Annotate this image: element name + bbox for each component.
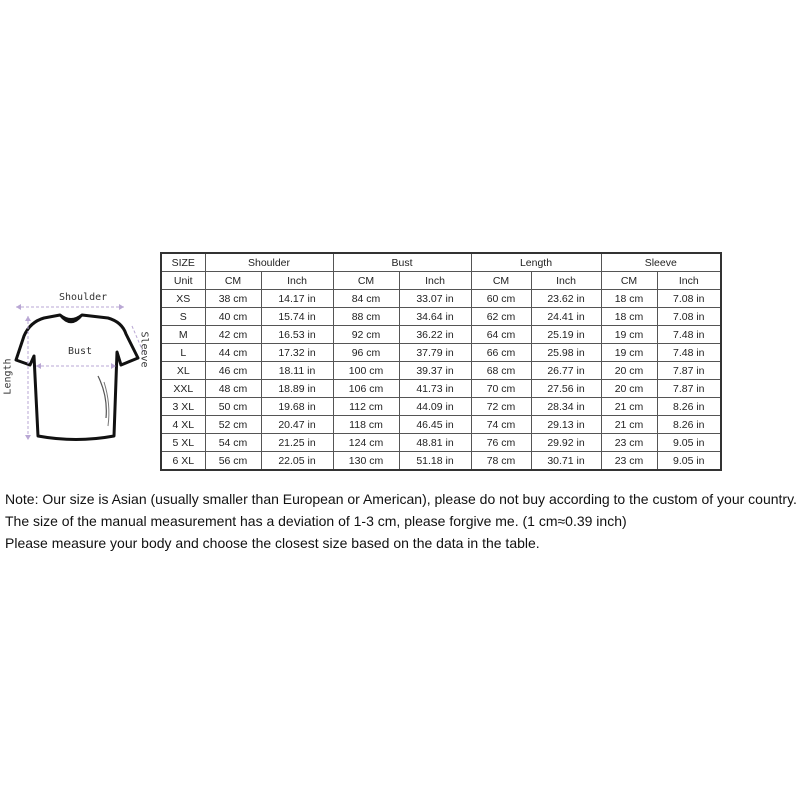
measurement-cell: 70 cm bbox=[471, 380, 531, 398]
tshirt-measurement-diagram bbox=[4, 286, 154, 454]
size-notes bbox=[5, 488, 797, 554]
measurement-cell: 23 cm bbox=[601, 452, 657, 471]
measurement-cell: 7.87 in bbox=[657, 362, 721, 380]
table-row bbox=[161, 326, 721, 344]
measurement-cell: 44.09 in bbox=[399, 398, 471, 416]
measurement-cell: 100 cm bbox=[333, 362, 399, 380]
measurement-cell: 23.62 in bbox=[531, 290, 601, 308]
table-row bbox=[161, 290, 721, 308]
note-line: Please measure your body and choose the closest size based on the data in the table. bbox=[5, 535, 540, 551]
unit-cell: CM bbox=[205, 272, 261, 290]
measurement-cell: 48.81 in bbox=[399, 434, 471, 452]
measurement-cell: 30.71 in bbox=[531, 452, 601, 471]
measurement-cell: 7.48 in bbox=[657, 326, 721, 344]
measurement-cell: 25.19 in bbox=[531, 326, 601, 344]
measurement-cell: 26.77 in bbox=[531, 362, 601, 380]
note-line: The size of the manual measurement has a deviation of 1-3 cm, please forgive me. (1 cm≈0.39 inch) bbox=[5, 513, 627, 529]
measurement-cell: 48 cm bbox=[205, 380, 261, 398]
unit-cell: CM bbox=[333, 272, 399, 290]
measurement-cell: 46.45 in bbox=[399, 416, 471, 434]
measurement-cell: 51.18 in bbox=[399, 452, 471, 471]
measurement-cell: 39.37 in bbox=[399, 362, 471, 380]
table-row bbox=[161, 434, 721, 452]
measurement-cell: 124 cm bbox=[333, 434, 399, 452]
tshirt-icon bbox=[4, 286, 154, 454]
table-header-row bbox=[161, 253, 721, 272]
measurement-cell: 54 cm bbox=[205, 434, 261, 452]
unit-cell: CM bbox=[601, 272, 657, 290]
measurement-cell: 44 cm bbox=[205, 344, 261, 362]
table-row bbox=[161, 362, 721, 380]
size-cell: 6 XL bbox=[161, 452, 205, 471]
group-header-shoulder: Shoulder bbox=[205, 253, 333, 272]
measurement-cell: 84 cm bbox=[333, 290, 399, 308]
measurement-cell: 40 cm bbox=[205, 308, 261, 326]
measurement-cell: 33.07 in bbox=[399, 290, 471, 308]
table-unit-row bbox=[161, 272, 721, 290]
table-row bbox=[161, 416, 721, 434]
table-row bbox=[161, 398, 721, 416]
unit-header-cell: Unit bbox=[161, 272, 205, 290]
unit-cell: CM bbox=[471, 272, 531, 290]
size-cell: M bbox=[161, 326, 205, 344]
size-cell: 3 XL bbox=[161, 398, 205, 416]
measurement-cell: 25.98 in bbox=[531, 344, 601, 362]
measurement-cell: 36.22 in bbox=[399, 326, 471, 344]
size-cell: XL bbox=[161, 362, 205, 380]
measurement-cell: 14.17 in bbox=[261, 290, 333, 308]
length-label: Length bbox=[2, 358, 14, 395]
measurement-cell: 38 cm bbox=[205, 290, 261, 308]
measurement-cell: 19 cm bbox=[601, 344, 657, 362]
measurement-cell: 112 cm bbox=[333, 398, 399, 416]
unit-cell: Inch bbox=[531, 272, 601, 290]
group-header-length: Length bbox=[471, 253, 601, 272]
measurement-cell: 21.25 in bbox=[261, 434, 333, 452]
size-cell: L bbox=[161, 344, 205, 362]
group-header-bust: Bust bbox=[333, 253, 471, 272]
measurement-cell: 18 cm bbox=[601, 308, 657, 326]
measurement-cell: 28.34 in bbox=[531, 398, 601, 416]
measurement-cell: 66 cm bbox=[471, 344, 531, 362]
measurement-cell: 56 cm bbox=[205, 452, 261, 471]
measurement-cell: 7.48 in bbox=[657, 344, 721, 362]
measurement-cell: 21 cm bbox=[601, 398, 657, 416]
measurement-cell: 76 cm bbox=[471, 434, 531, 452]
measurement-cell: 22.05 in bbox=[261, 452, 333, 471]
measurement-cell: 29.92 in bbox=[531, 434, 601, 452]
measurement-cell: 7.08 in bbox=[657, 308, 721, 326]
measurement-cell: 96 cm bbox=[333, 344, 399, 362]
table-row bbox=[161, 308, 721, 326]
measurement-cell: 37.79 in bbox=[399, 344, 471, 362]
size-cell: S bbox=[161, 308, 205, 326]
measurement-cell: 18.89 in bbox=[261, 380, 333, 398]
size-cell: 4 XL bbox=[161, 416, 205, 434]
unit-cell: Inch bbox=[657, 272, 721, 290]
group-header-sleeve: Sleeve bbox=[601, 253, 721, 272]
size-header-cell: SIZE bbox=[161, 253, 205, 272]
measurement-cell: 50 cm bbox=[205, 398, 261, 416]
measurement-cell: 72 cm bbox=[471, 398, 531, 416]
measurement-cell: 20 cm bbox=[601, 380, 657, 398]
measurement-cell: 9.05 in bbox=[657, 434, 721, 452]
shoulder-label: Shoulder bbox=[59, 292, 108, 303]
measurement-cell: 23 cm bbox=[601, 434, 657, 452]
measurement-cell: 41.73 in bbox=[399, 380, 471, 398]
measurement-cell: 9.05 in bbox=[657, 452, 721, 471]
size-cell: 5 XL bbox=[161, 434, 205, 452]
measurement-cell: 24.41 in bbox=[531, 308, 601, 326]
measurement-cell: 8.26 in bbox=[657, 398, 721, 416]
table-row bbox=[161, 380, 721, 398]
measurement-cell: 29.13 in bbox=[531, 416, 601, 434]
measurement-cell: 27.56 in bbox=[531, 380, 601, 398]
measurement-cell: 74 cm bbox=[471, 416, 531, 434]
table-row bbox=[161, 344, 721, 362]
measurement-cell: 68 cm bbox=[471, 362, 531, 380]
measurement-cell: 20 cm bbox=[601, 362, 657, 380]
measurement-cell: 106 cm bbox=[333, 380, 399, 398]
measurement-cell: 42 cm bbox=[205, 326, 261, 344]
table-row bbox=[161, 452, 721, 471]
size-cell: XXL bbox=[161, 380, 205, 398]
size-cell: XS bbox=[161, 290, 205, 308]
measurement-cell: 19.68 in bbox=[261, 398, 333, 416]
measurement-cell: 64 cm bbox=[471, 326, 531, 344]
measurement-cell: 7.87 in bbox=[657, 380, 721, 398]
measurement-cell: 34.64 in bbox=[399, 308, 471, 326]
measurement-cell: 62 cm bbox=[471, 308, 531, 326]
measurement-cell: 18 cm bbox=[601, 290, 657, 308]
measurement-cell: 46 cm bbox=[205, 362, 261, 380]
measurement-cell: 130 cm bbox=[333, 452, 399, 471]
measurement-cell: 19 cm bbox=[601, 326, 657, 344]
sleeve-label: Sleeve bbox=[138, 331, 150, 368]
bust-label: Bust bbox=[68, 346, 93, 357]
measurement-cell: 60 cm bbox=[471, 290, 531, 308]
measurement-cell: 52 cm bbox=[205, 416, 261, 434]
measurement-cell: 17.32 in bbox=[261, 344, 333, 362]
measurement-cell: 16.53 in bbox=[261, 326, 333, 344]
measurement-cell: 92 cm bbox=[333, 326, 399, 344]
measurement-cell: 20.47 in bbox=[261, 416, 333, 434]
note-line: Note: Our size is Asian (usually smaller than European or American), please do not buy according to the custom of your country. bbox=[5, 491, 797, 507]
size-table-body bbox=[161, 290, 721, 471]
measurement-cell: 18.11 in bbox=[261, 362, 333, 380]
unit-cell: Inch bbox=[261, 272, 333, 290]
unit-cell: Inch bbox=[399, 272, 471, 290]
measurement-cell: 21 cm bbox=[601, 416, 657, 434]
measurement-cell: 118 cm bbox=[333, 416, 399, 434]
measurement-cell: 88 cm bbox=[333, 308, 399, 326]
measurement-cell: 7.08 in bbox=[657, 290, 721, 308]
measurement-cell: 78 cm bbox=[471, 452, 531, 471]
measurement-cell: 8.26 in bbox=[657, 416, 721, 434]
measurement-cell: 15.74 in bbox=[261, 308, 333, 326]
size-table bbox=[160, 252, 722, 471]
